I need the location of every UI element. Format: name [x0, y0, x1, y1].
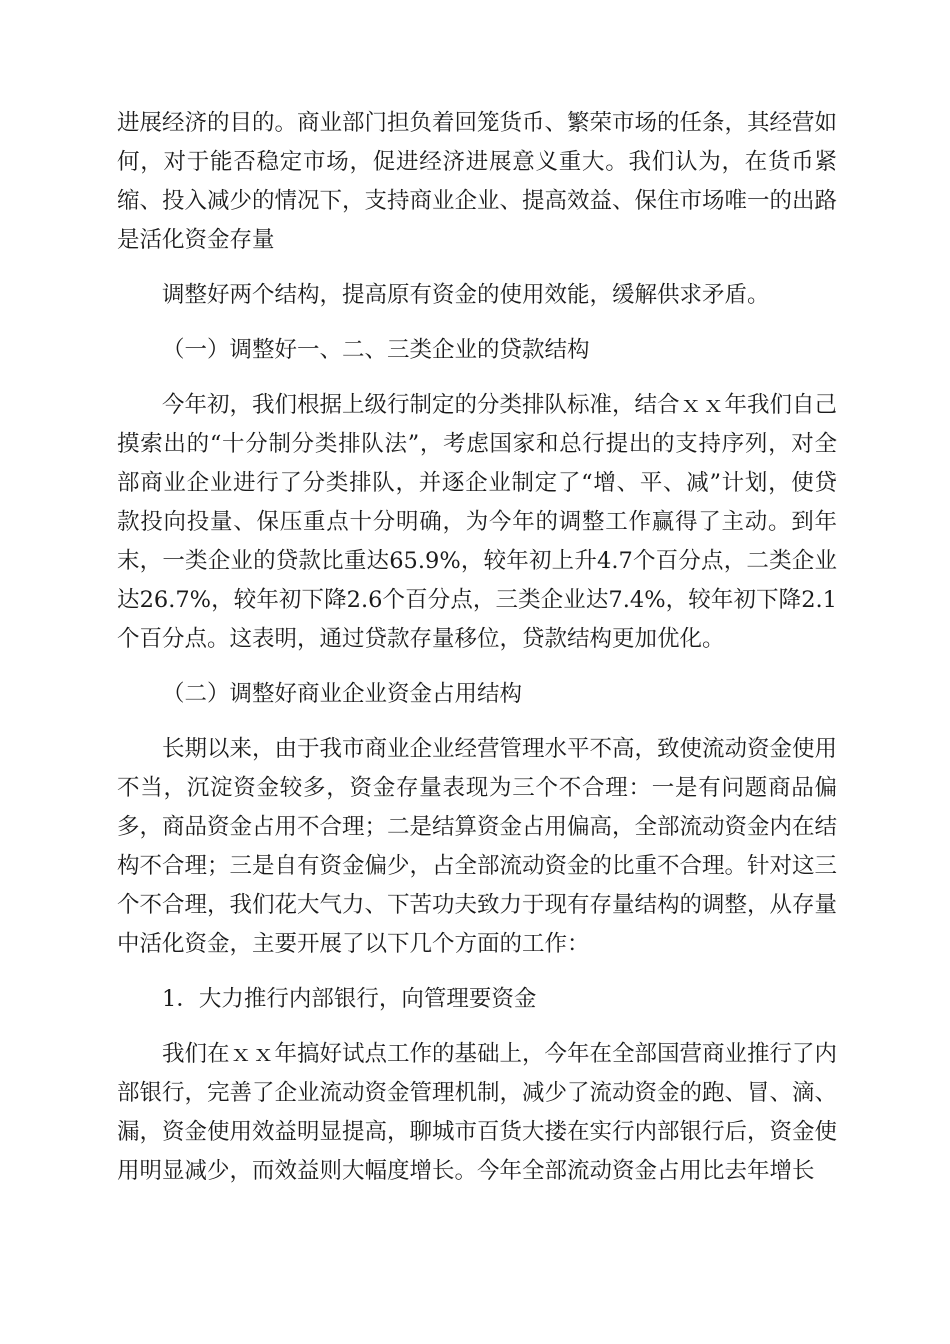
section-heading-fund-occupancy: （二）调整好商业企业资金占用结构: [162, 681, 523, 707]
paragraph-intro: 进展经济的目的。商业部门担负着回笼货币、繁荣市场的任条，其经营如何，对于能否稳定市场，促进经济进展意义重大。我们认为，在货币紧缩、投入减少的情况下，支持商业企业、提高效益、保住市场唯一的出路是活化资金存量: [117, 110, 838, 253]
document-body: [117, 104, 837, 1207]
subheading-internal-bank: 1．大力推行内部银行，向管理要资金: [162, 986, 537, 1012]
paragraph-internal-bank: 我们在ｘｘ年搞好试点工作的基础上，今年在全部国营商业推行了内部银行，完善了企业流动资金管理机制，减少了流动资金的跑、冒、滴、漏，资金使用效益明显提高，聊城市百货大搂在实行内部银行后，资金使用明显减少，而效益则大幅度增长。今年全部流动资金占用比去年增长: [117, 1041, 838, 1184]
section-heading-loan-structure: （一）调整好一、二、三类企业的贷款结构: [162, 337, 590, 363]
paragraph-fund-occupancy: 长期以来，由于我市商业企业经营管理水平不高，致使流动资金使用不当，沉淀资金较多，资金存量表现为三个不合理：一是有问题商品偏多，商品资金占用不合理；二是结算资金占用偏高，全部流动资金内在结构不合理；三是自有资金偏少，占全部流动资金的比重不合理。针对这三个不合理，我们花大气力、下苦功夫致力于现有存量结构的调整，从存量中活化资金，主要开展了以下几个方面的工作：: [117, 736, 838, 957]
paragraph-loan-structure: 今年初，我们根据上级行制定的分类排队标准，结合ｘｘ年我们自己摸索出的“十分制分类排队法”，考虑国家和总行提出的支持序列，对全部商业企业进行了分类排队，并逐企业制定了“增、平、减”计划，使贷款投向投量、保压重点十分明确，为今年的调整工作赢得了主动。到年末，一类企业的贷款比重达65.9%，较年初上升4.7个百分点，二类企业达26.7%，较年初下降2.6个百分点，三类企业达7.4%，较年初下降2.1个百分点。这表明，通过贷款存量移位，贷款结构更加优化。: [117, 392, 838, 652]
paragraph-adjust-two-structures: 调整好两个结构，提高原有资金的使用效能，缓解供求矛盾。: [162, 282, 770, 308]
